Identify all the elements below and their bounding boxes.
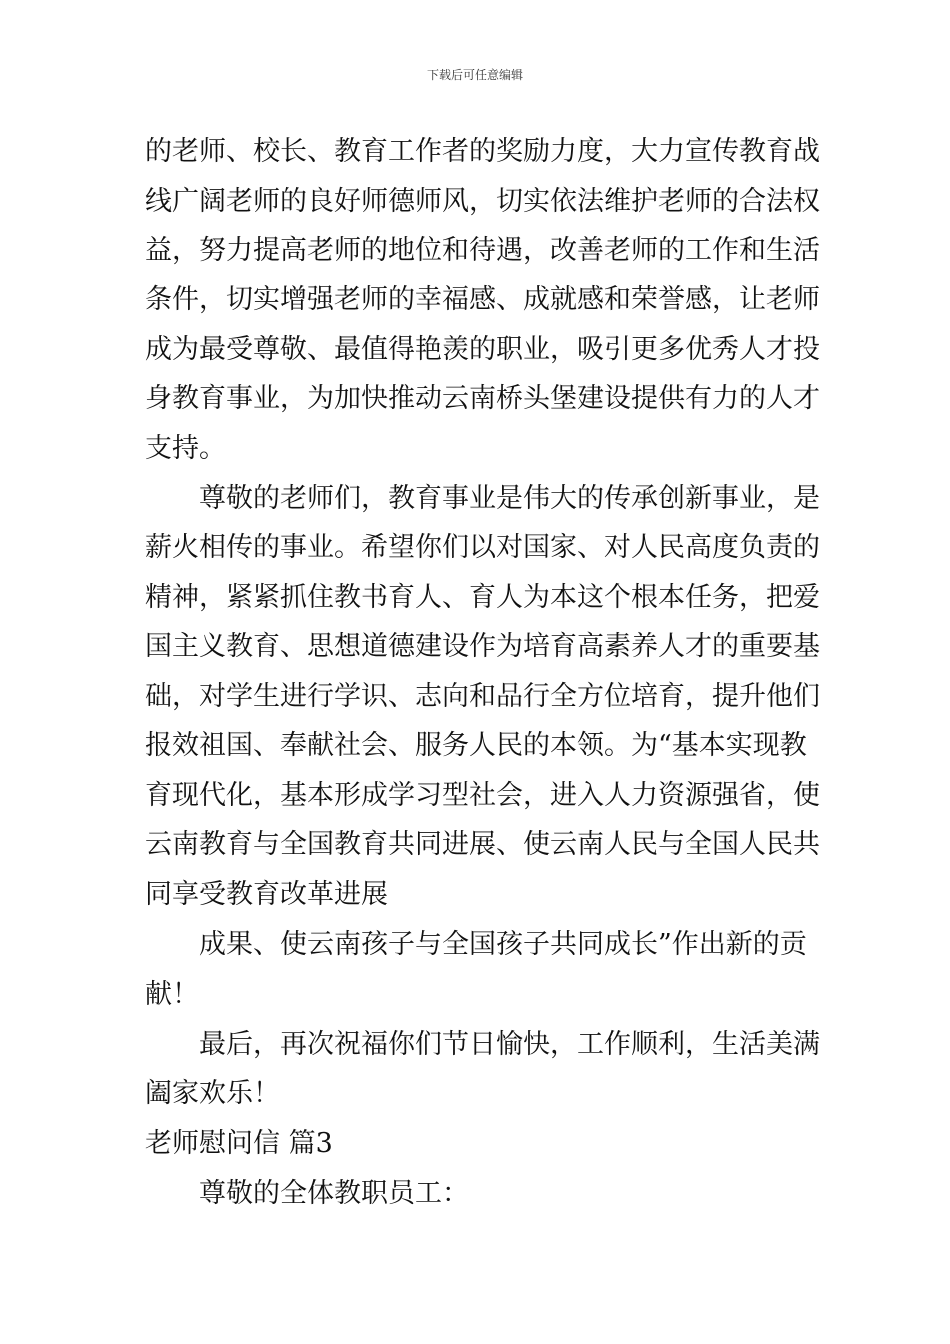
section-heading: 老师慰问信 篇3 (145, 1128, 333, 1159)
text-line: 精神，紧紧抓住教书育人、育人为本这个根本任务，把爱 (145, 582, 820, 613)
text-line: 益，努力提高老师的地位和待遇，改善老师的工作和生活 (145, 235, 820, 266)
text-line: 支持。 (145, 433, 226, 464)
page-header-note: 下载后可任意编辑 (426, 68, 523, 82)
text-line: 国主义教育、思想道德建设作为培育高素养人才的重要基 (145, 631, 820, 662)
text-line: 报效祖国、奉献社会、服务人民的本领。为“基本实现教 (145, 730, 807, 761)
text-line: 身教育事业，为加快推动云南桥头堡建设提供有力的人才 (145, 383, 820, 414)
text-line: 条件，切实增强老师的幸福感、成就感和荣誉感，让老师 (145, 284, 820, 315)
text-line: 薪火相传的事业。希望你们以对国家、对人民高度负责的 (145, 532, 820, 563)
salutation: 尊敬的全体教职员工： (199, 1178, 469, 1209)
text-line: 础，对学生进行学识、志向和品行全方位培育，提升他们 (145, 681, 820, 712)
text-line: 同享受教育改革进展 (145, 879, 388, 910)
text-line: 成为最受尊敬、最值得艳羡的职业，吸引更多优秀人才投 (145, 334, 820, 365)
paragraph-first-line: 成果、使云南孩子与全国孩子共同成长”作出新的贡 (199, 929, 807, 960)
paragraph-first-line: 最后，再次祝福你们节日愉快，工作顺利，生活美满 (199, 1029, 820, 1060)
text-line: 育现代化，基本形成学习型社会，进入人力资源强省，使 (145, 780, 820, 811)
text-line: 阖家欢乐！ (145, 1078, 280, 1109)
text-line: 线广阔老师的良好师德师风，切实依法维护老师的合法权 (145, 186, 820, 217)
paragraph-first-line: 尊敬的老师们，教育事业是伟大的传承创新事业，是 (199, 483, 820, 514)
text-line: 云南教育与全国教育共同进展、使云南人民与全国人民共 (145, 829, 820, 860)
text-line: 献！ (145, 979, 199, 1010)
text-line: 的老师、校长、教育工作者的奖励力度，大力宣传教育战 (145, 136, 820, 167)
